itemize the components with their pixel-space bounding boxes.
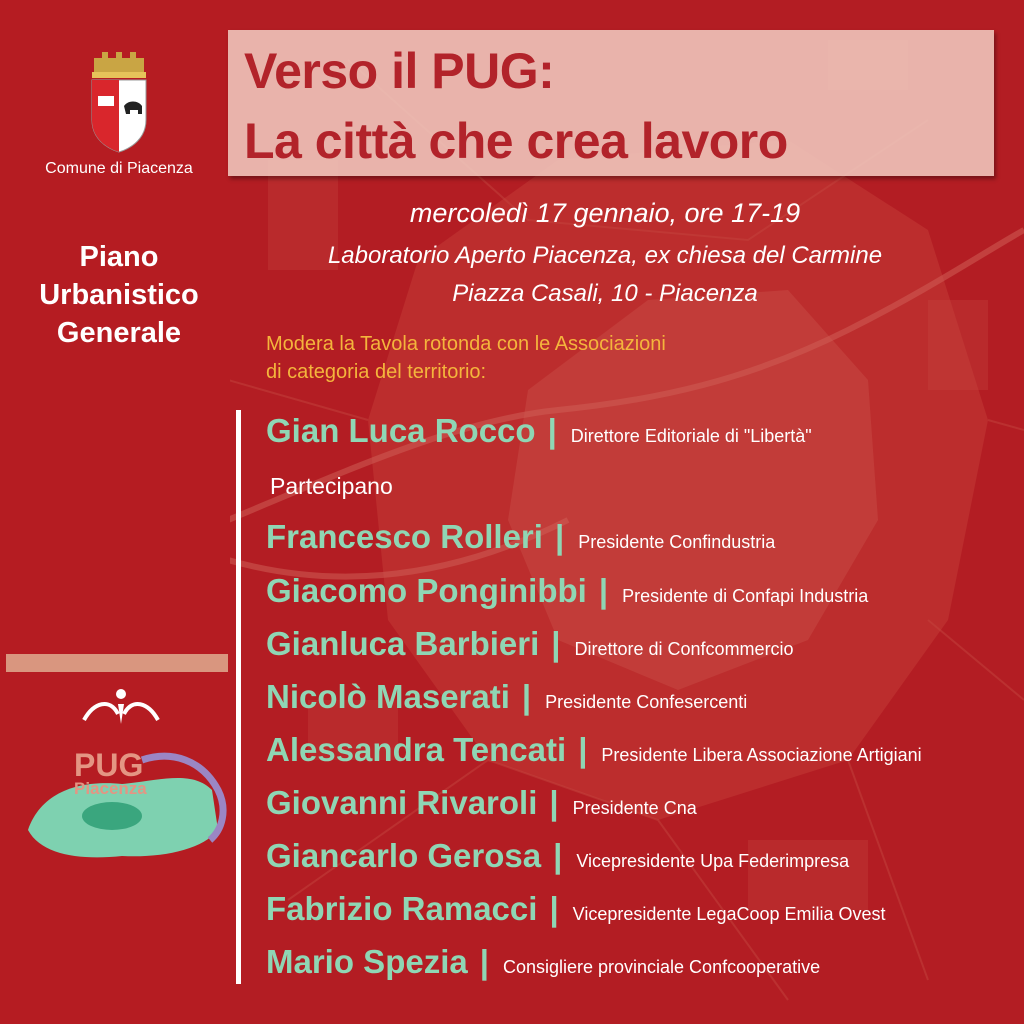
participant-role: Presidente di Confapi Industria [622,586,869,606]
participant-role: Vicepresidente Upa Federimpresa [576,851,850,871]
left-divider [6,654,228,672]
participant-role: Direttore di Confcommercio [574,639,794,659]
participant-role: Presidente Cna [572,798,697,818]
participant-role: Presidente Confindustria [578,532,776,552]
vertical-divider [236,410,241,984]
participant-row [266,678,747,716]
left-column [0,0,230,1024]
participant-row [266,837,849,875]
participants-label: Partecipano [270,473,393,499]
pug-logo-text: PUG [74,747,144,783]
participant-row [266,890,886,928]
moderator-role: Direttore Editoriale di "Libertà" [570,426,812,446]
moderator-intro [266,330,666,386]
participant-row [266,943,820,981]
event-address: Piazza Casali, 10 - Piacenza [452,280,758,307]
separator: | [547,412,557,449]
piano-line-2: Urbanistico [39,279,199,311]
separator: | [598,572,609,609]
event-venue: Laboratorio Aperto Piacenza, ex chiesa del Carmine [327,242,883,269]
pug-piacenza-logo [22,680,232,870]
moderator-row [266,412,812,450]
participant-name: Giacomo Ponginibbi [266,572,587,609]
participant-name: Alessandra Tencati [266,731,567,768]
comune-label: Comune di Piacenza [45,160,193,177]
piano-urbanistico-title [0,238,238,352]
separator: | [553,837,563,874]
comune-crest-icon [88,50,150,154]
participant-row [266,784,697,822]
participant-name: Giovanni Rivaroli [266,784,538,821]
participant-role: Presidente Confesercenti [545,692,748,712]
title-line-2: La città che crea lavoro [244,113,788,169]
participant-row [266,572,868,610]
event-date: mercoledì 17 gennaio, ore 17-19 [409,198,801,228]
moderator-intro-line-2: di categoria del territorio: [266,361,487,383]
separator: | [578,731,588,768]
participant-role: Vicepresidente LegaCoop Emilia Ovest [572,904,886,924]
participant-row [266,731,922,769]
participant-role: Consigliere provinciale Confcooperative [502,957,821,977]
moderator-intro-line-1: Modera la Tavola rotonda con le Associazioni [266,333,666,355]
piano-line-3: Generale [56,317,182,349]
title-line-1: Verso il PUG: [244,43,555,99]
separator: | [521,678,532,715]
piano-line-1: Piano [79,241,159,273]
participant-name: Fabrizio Ramacci [266,890,538,927]
participant-role: Presidente Libera Associazione Artigiani [601,745,922,765]
participant-name: Nicolò Maserati [266,678,510,715]
participant-row [266,518,775,556]
participant-row [266,625,794,663]
moderator-name: Gian Luca Rocco [266,412,536,449]
separator: | [549,784,559,821]
participant-name: Mario Spezia [266,943,468,980]
separator: | [479,943,489,980]
pug-logo-city: Piacenza [74,779,147,798]
participant-name: Francesco Rolleri [266,518,543,555]
separator: | [549,890,559,927]
separator: | [551,625,561,662]
separator: | [554,518,565,555]
participant-name: Giancarlo Gerosa [266,837,542,874]
title-box [228,30,994,176]
participant-name: Gianluca Barbieri [266,625,540,662]
